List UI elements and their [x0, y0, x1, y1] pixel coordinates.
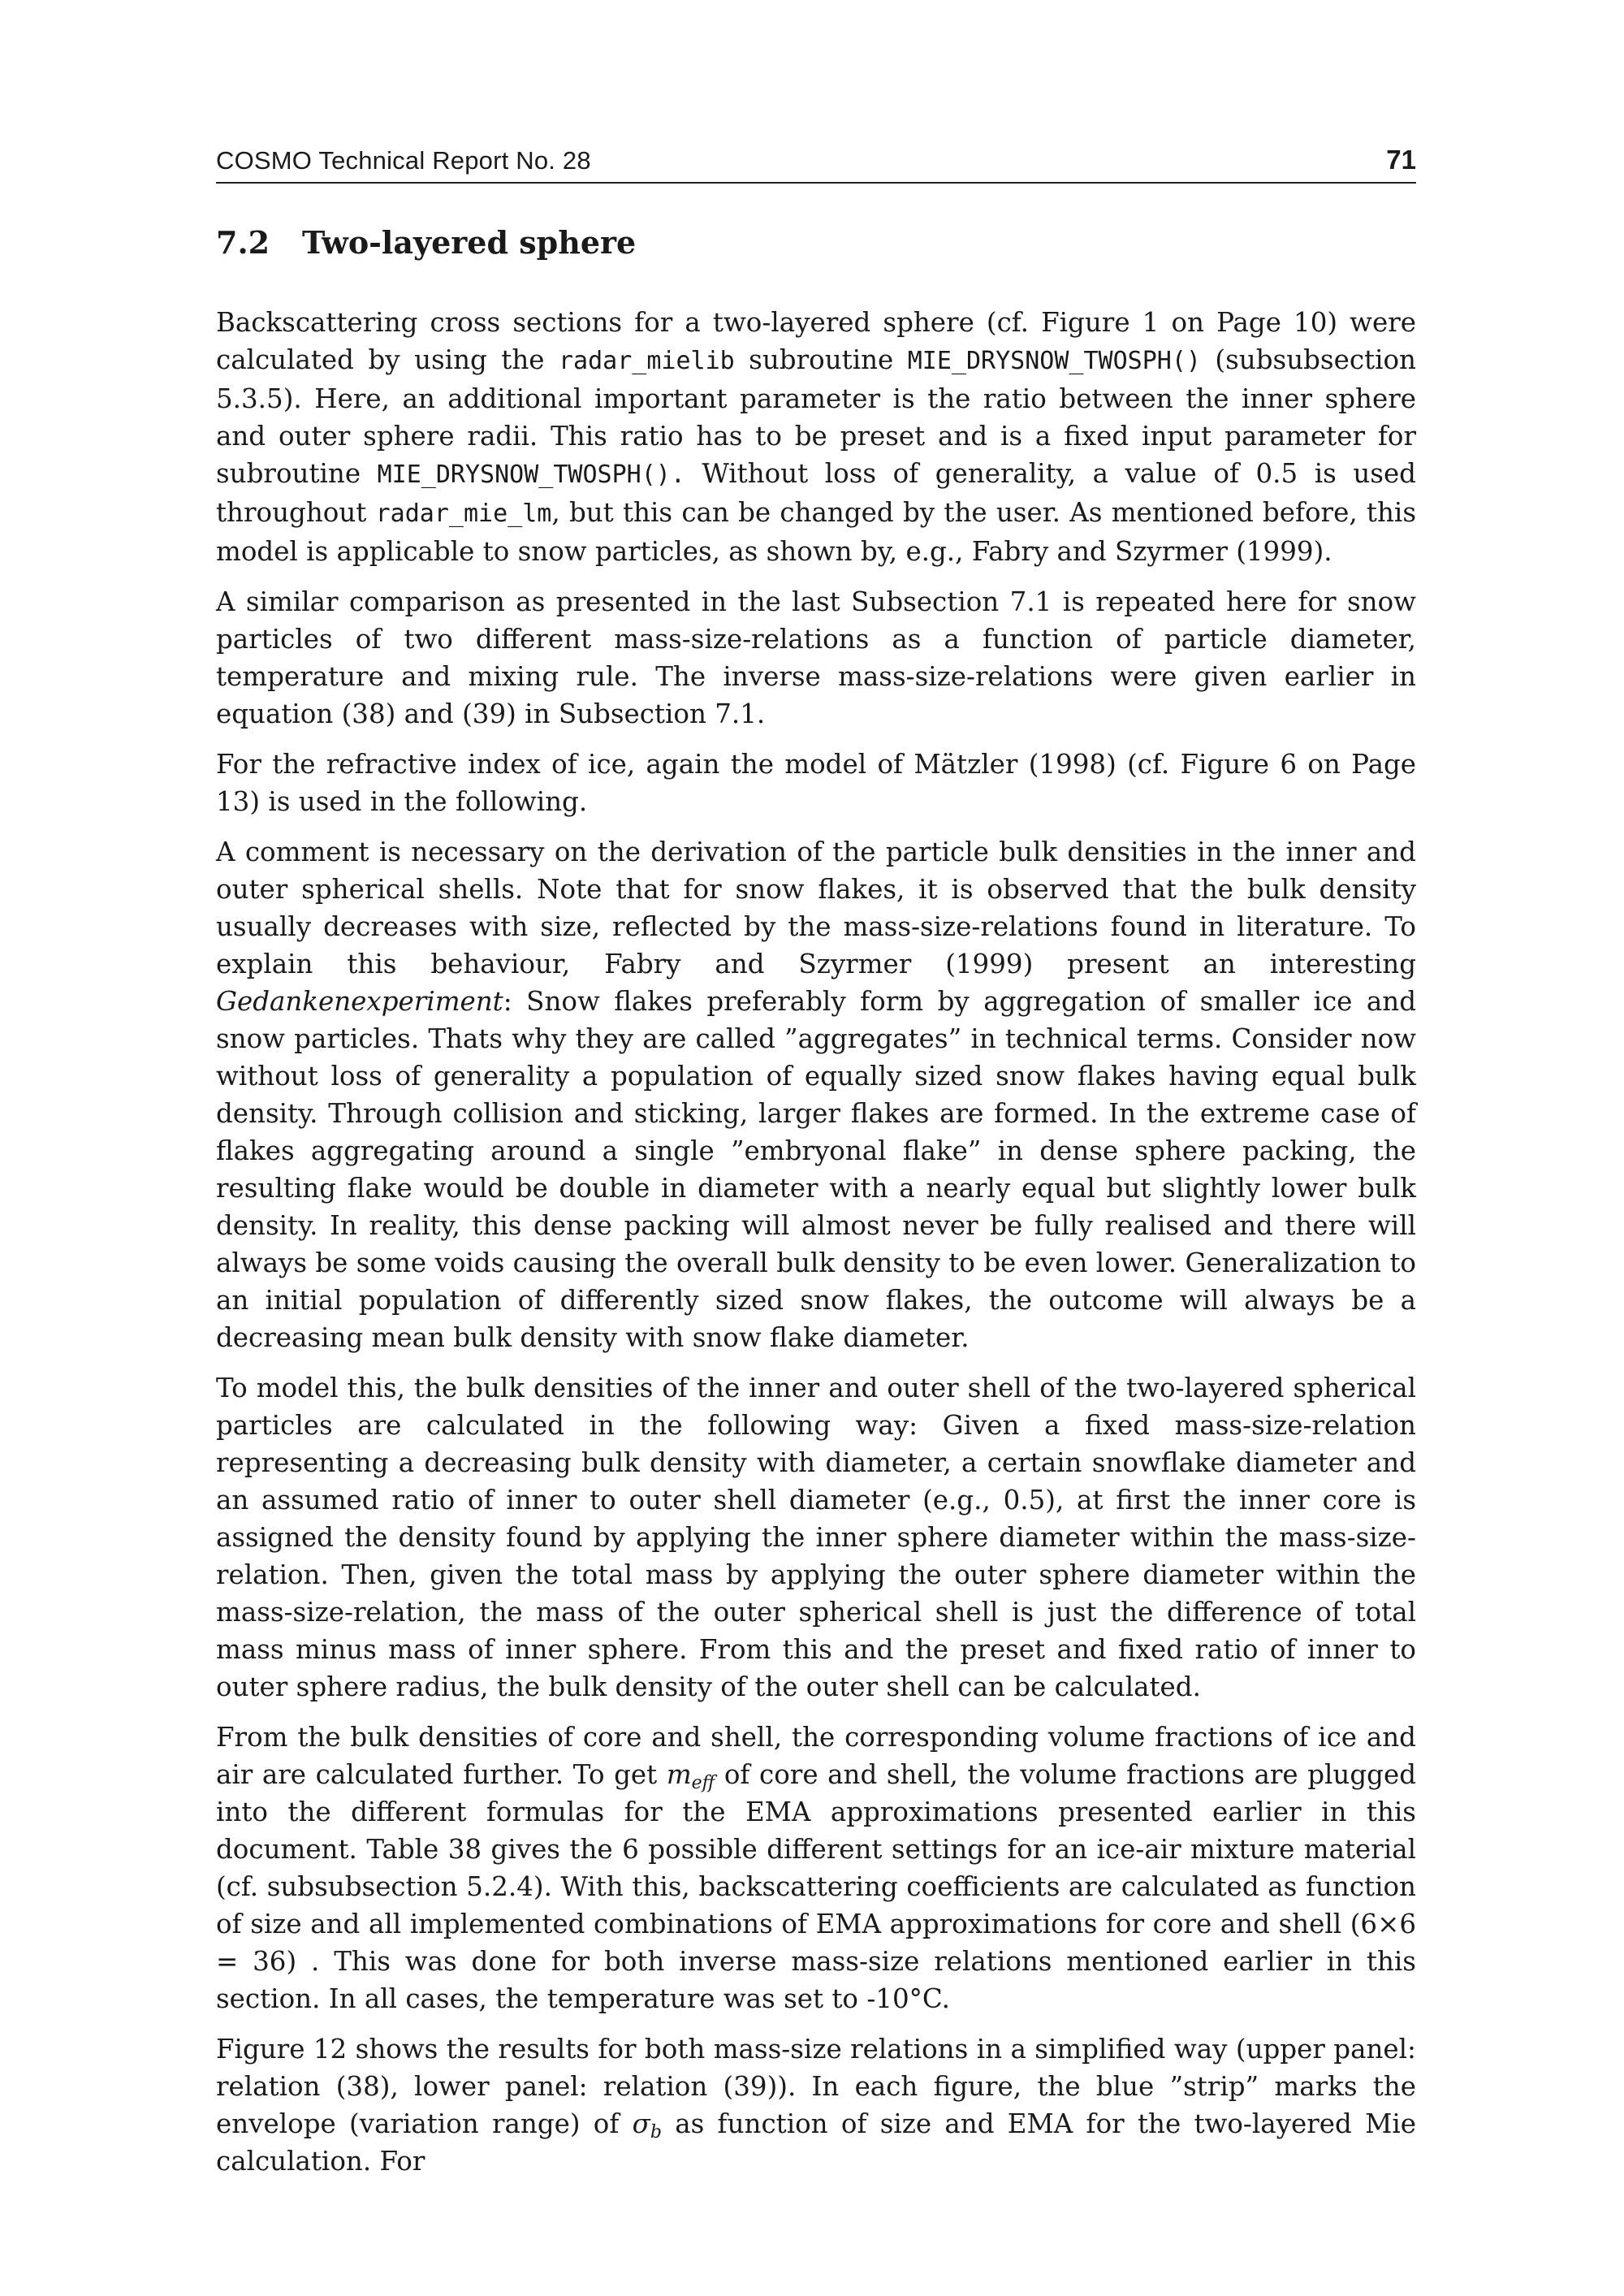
- paragraph-1: [216, 304, 1416, 570]
- text-run: Backscattering cross sections for a two-layered sphere (cf. Figure 1 on Page 10) were calculated by using the: [216, 307, 1416, 375]
- paragraph-2: A similar comparison as presented in the last Subsection 7.1 is repeated here for snow particles of two different mass-size-relations as a function of particle diameter, temperature and mixing rule. The inverse mass-size-relations were given earlier in equation (38) and (39) in Subsection 7.1.: [216, 586, 1416, 729]
- text-run: Without loss of generality, a value of 0.5 is used throughout: [216, 458, 1416, 528]
- paragraph-4: [216, 833, 1416, 1356]
- text-run: , but this can be changed by the user. As mentioned before, this model is applicable to snow particles, as shown by, e.g., Fabry and Szyrmer (1999).: [216, 497, 1416, 567]
- section-heading: [216, 223, 1416, 263]
- code-subroutine-name: MIE_DRYSNOW_TWOSPH().: [377, 460, 685, 489]
- math-subscript: eff: [691, 1773, 715, 1793]
- math-m-eff: [666, 1759, 715, 1793]
- text-run: From the bulk densities of core and shell, the corresponding volume fractions of ice and air are calculated further. To get: [216, 1722, 1416, 1790]
- page-body: [216, 213, 1416, 2193]
- code-radar-mielib: radar_mielib: [558, 347, 735, 375]
- text-run: A comment is necessary on the derivation of the particle bulk densities in the inner and outer spherical shells. Note that for snow flakes, it is observed that the bulk density usually decreases with size, reflected by the mass-size-relations found in literature. To explain this behaviour, Fabry and Szyrmer (1999) present an interesting: [216, 837, 1416, 979]
- report-title: COSMO Technical Report No. 28: [216, 146, 591, 175]
- page-number: 71: [1386, 145, 1416, 175]
- page-header: [216, 145, 1416, 184]
- code-subroutine-name: MIE_DRYSNOW_TWOSPH(): [907, 347, 1201, 375]
- text-run: (subsubsection 5.3.5). Here, an additional important parameter is the ratio between the inner sphere and outer sphere radii. This ratio has to be preset and is a fixed input parameter for subroutine: [216, 344, 1416, 489]
- italic-term: Gedankenexperiment: [216, 986, 503, 1017]
- code-radar-mie-lm: radar_mie_lm: [375, 499, 552, 528]
- math-subscript: b: [650, 2122, 662, 2143]
- text-run: Figure 12 shows the results for both mass-size relations in a simplified way (upper panel: relation (38), lower panel: relation (39)). In each figure, the blue ”strip” marks the envelope (variation range) of: [216, 2034, 1416, 2139]
- math-base: σ: [632, 2108, 650, 2139]
- section-number: 7.2: [216, 224, 270, 261]
- text-run: of core and shell, the volume fractions are plugged into the different formulas for the EMA approximations presented earlier in this document. Table 38 gives the 6 possible different settings for an ice-air mixture material (cf. subsubsection 5.2.4). With this, backscattering coefficients are calculated as function of size and all implemented combinations of EMA approximations for core and shell (6×6 = 36) . This was done for both inverse mass-size relations mentioned earlier in this section. In all cases, the temperature was set to -10°C.: [216, 1759, 1416, 2014]
- math-base: m: [666, 1759, 692, 1790]
- paragraph-5: To model this, the bulk densities of the inner and outer shell of the two-layered spherical particles are calculated in the following way: Given a fixed mass-size-relation representing a decreasing bulk density with diameter, a certain snowflake diameter and an assumed ratio of inner to outer shell diameter (e.g., 0.5), at first the inner core is assigned the density found by applying the inner sphere diameter within the mass-size-relation. Then, given the total mass by applying the outer sphere diameter within the mass-size-relation, the mass of the outer spherical shell is just the difference of total mass minus mass of inner sphere. From this and the preset and fixed ratio of inner to outer sphere radius, the bulk density of the outer shell can be calculated.: [216, 1373, 1416, 1702]
- paragraph-6: [216, 1719, 1416, 2017]
- text-run: as function of size and EMA for the two-layered Mie calculation. For: [216, 2108, 1416, 2177]
- section-title: Two-layered sphere: [302, 224, 637, 261]
- text-run: : Snow flakes preferably form by aggregation of smaller ice and snow particles. Thats why they are called ”aggregates” in technical terms. Consider now without loss of generality a population of equally sized snow flakes having equal bulk density. Through collision and sticking, larger flakes are formed. In the extreme case of flakes aggregating around a single ”embryonal flake” in dense sphere packing, the resulting flake would be double in diameter with a nearly equal but slightly lower bulk density. In reality, this dense packing will almost never be fully realised and there will always be some voids causing the overall bulk density to be even lower. Generalization to an initial population of differently sized snow flakes, the outcome will always be a decreasing mean bulk density with snow flake diameter.: [216, 986, 1416, 1353]
- paragraph-7: [216, 2030, 1416, 2180]
- paragraph-3: For the refractive index of ice, again the model of Mätzler (1998) (cf. Figure 6 on Page 13) is used in the following.: [216, 749, 1416, 817]
- math-sigma-b: [632, 2108, 662, 2143]
- text-run: subroutine: [734, 344, 908, 375]
